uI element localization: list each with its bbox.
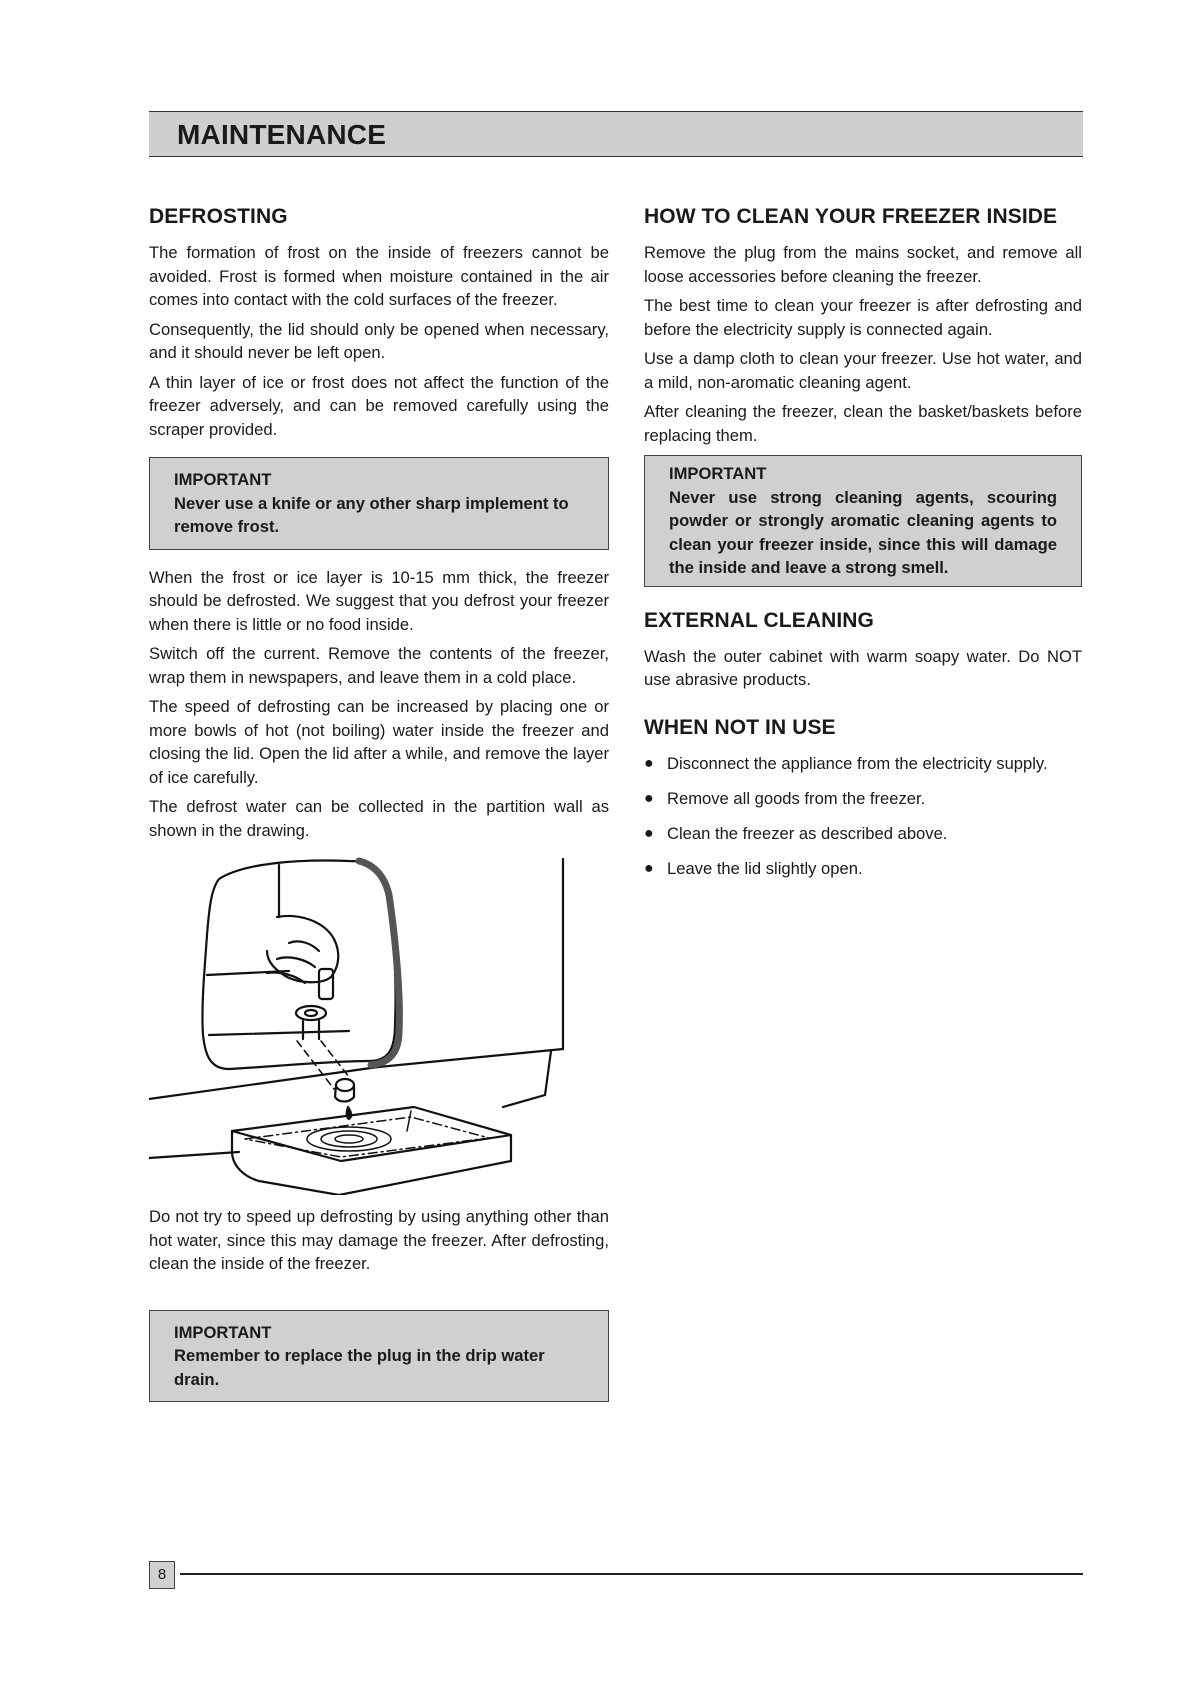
list-item xyxy=(644,822,1082,846)
list-item xyxy=(644,787,1082,811)
paragraph: The best time to clean your freezer is after defrosting and before the electricity supply is connected again. xyxy=(644,296,1082,339)
left-column xyxy=(149,205,609,848)
page-number: 8 xyxy=(149,1561,175,1589)
paragraph: Switch off the current. Remove the contents of the freezer, wrap them in newspapers, and leave them in a cold place. xyxy=(149,644,609,687)
note-title: IMPORTANT xyxy=(174,1322,272,1342)
note-title: IMPORTANT xyxy=(174,470,272,489)
bullet-icon: ● xyxy=(644,824,654,842)
not-in-use-heading: WHEN NOT IN USE xyxy=(644,715,836,739)
section-title-bar xyxy=(149,111,1083,157)
paragraph: Remove the plug from the mains socket, and remove all loose accessories before cleaning the freezer. xyxy=(644,243,1082,286)
paragraph: The formation of frost on the inside of freezers cannot be avoided. Frost is formed when moisture contained in the air comes into contact with the cold surfaces of the freezer. xyxy=(149,243,609,309)
list-item xyxy=(644,752,1082,776)
paragraph: Consequently, the lid should only be opened when necessary, and it should never be left open. xyxy=(149,319,609,362)
note-body: Never use strong cleaning agents, scouring powder or strongly aromatic cleaning agents to clean your freezer inside, since this will damage the inside and leave a strong smell. xyxy=(669,487,1057,577)
defrost-drawing xyxy=(149,855,579,1195)
defrosting-heading: DEFROSTING xyxy=(149,205,288,228)
paragraph: Wash the outer cabinet with warm soapy water. Do NOT use abrasive products. xyxy=(644,646,1082,689)
paragraph: The speed of defrosting can be increased by placing one or more bowls of hot (not boiling) water inside the freezer and closing the lid. Open the lid after a while, and remove the layer of ice carefully. xyxy=(149,697,609,787)
list-item-text: Disconnect the appliance from the electricity supply. xyxy=(667,753,1048,773)
not-in-use-list xyxy=(644,752,1082,881)
bullet-icon: ● xyxy=(644,859,654,877)
cleaning-heading: HOW TO CLEAN YOUR FREEZER INSIDE xyxy=(644,205,1058,228)
defrost-drain-illustration xyxy=(149,855,579,1195)
external-cleaning-heading: EXTERNAL CLEANING xyxy=(644,608,874,632)
list-item-text: Leave the lid slightly open. xyxy=(667,858,863,878)
bullet-icon: ● xyxy=(644,789,654,807)
important-note-plug xyxy=(149,1310,609,1403)
footer-rule xyxy=(180,1573,1083,1575)
paragraph: Do not try to speed up defrosting by using anything other than hot water, since this may damage the freezer. After defrosting, clean the inside of the freezer. xyxy=(149,1207,609,1273)
page-title: MAINTENANCE xyxy=(177,119,387,150)
list-item-text: Clean the freezer as described above. xyxy=(667,823,948,843)
note-body: Remember to replace the plug in the drip water drain. xyxy=(174,1346,545,1389)
paragraph: When the frost or ice layer is 10-15 mm thick, the freezer should be defrosted. We suggest that you defrost your freezer when there is little or no food inside. xyxy=(149,567,609,634)
list-item xyxy=(644,857,1082,881)
left-column-lower xyxy=(149,1205,609,1418)
right-column xyxy=(644,205,1082,892)
note-body: Never use a knife or any other sharp implement to remove frost. xyxy=(174,493,569,536)
paragraph: The defrost water can be collected in the partition wall as shown in the drawing. xyxy=(149,797,609,840)
paragraph: A thin layer of ice or frost does not affect the function of the freezer adversely, and can be removed carefully using the scraper provided. xyxy=(149,372,609,439)
paragraph: Use a damp cloth to clean your freezer. Use hot water, and a mild, non-aromatic cleaning agent. xyxy=(644,349,1082,392)
bullet-icon: ● xyxy=(644,754,654,772)
note-title: IMPORTANT xyxy=(669,464,767,483)
paragraph: After cleaning the freezer, clean the basket/baskets before replacing them. xyxy=(644,402,1082,445)
important-note-cleaning-agents xyxy=(644,455,1082,587)
list-item-text: Remove all goods from the freezer. xyxy=(667,788,926,808)
important-note-knife xyxy=(149,457,609,550)
